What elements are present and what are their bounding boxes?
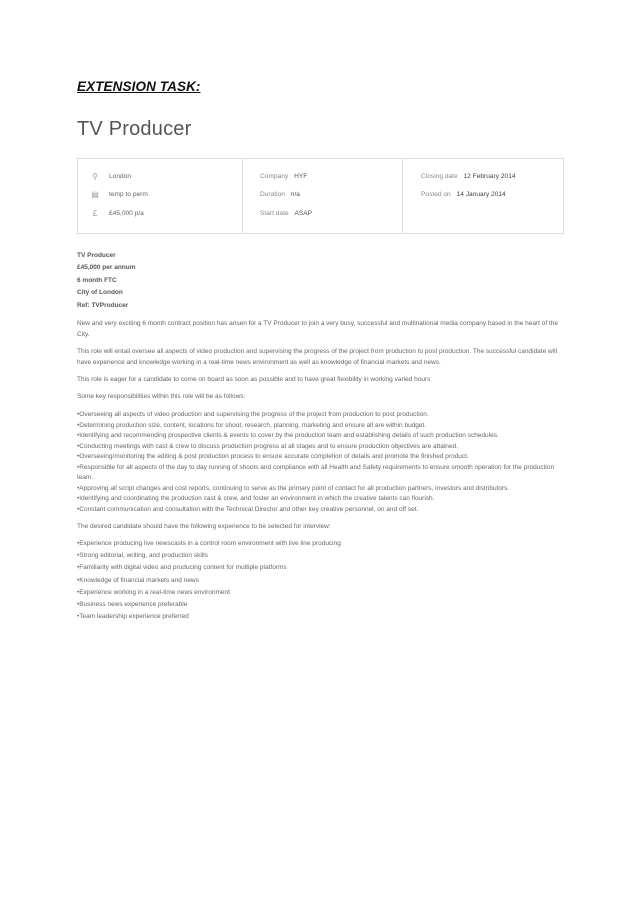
detail-line: TV Producer bbox=[77, 252, 116, 259]
list-item: •Strong editorial, writing, and production skills bbox=[77, 552, 208, 560]
eager-paragraph: This role is eager for a candidate to come on board as soon as possible and to have great flexibility in working varied hours bbox=[77, 376, 431, 384]
list-item: •Responsible for all aspects of the day to day running of shoots and compliance with all Health and Safety requirements to ensure smooth operation for the production team. bbox=[77, 463, 555, 482]
job-description bbox=[77, 250, 567, 623]
list-item: •Familiarity with digital video and producing content for multiple platforms bbox=[77, 564, 287, 572]
start-date-value: ASAP bbox=[294, 210, 313, 217]
detail-line: £45,000 per annum bbox=[77, 264, 136, 272]
list-item: •Constant communication and consultation with the Technical Director and other key creative personnel, on and off set. bbox=[77, 505, 419, 513]
responsibilities-list bbox=[77, 410, 567, 515]
list-item: •Knowledge of financial markets and news bbox=[77, 576, 199, 584]
closing-date-label: Closing date bbox=[421, 173, 458, 180]
pound-icon: £ bbox=[92, 209, 98, 218]
list-item: •Determining production size, content, locations for shoot, research, planning, marketing and ensure all are within budget. bbox=[77, 421, 427, 429]
duration-label: Duration bbox=[260, 191, 285, 198]
location-value: London bbox=[109, 173, 132, 180]
posted-on-value: 14 January 2014 bbox=[456, 191, 506, 198]
list-item: •Overseeing/monitoring the editing & post production process to ensure accurate completion of details and promote the finished product. bbox=[77, 453, 469, 461]
summary-column-company bbox=[242, 159, 403, 233]
summary-column-dates bbox=[402, 159, 563, 233]
summary-column-location bbox=[78, 159, 242, 233]
detail-line: 6 month FTC bbox=[77, 276, 117, 284]
intro-paragraph: New and very exciting 6 month contract position has arisen for a TV Producer to join a very busy, successful and multinational media company based in the heart of the City. bbox=[77, 320, 559, 339]
closing-date-value: 12 February 2014 bbox=[463, 173, 516, 180]
briefcase-icon: ▤ bbox=[91, 190, 99, 199]
company-label: Company bbox=[260, 173, 289, 180]
requirements-list bbox=[77, 538, 567, 623]
detail-line: City of London bbox=[77, 289, 123, 297]
posted-on-label: Posted on bbox=[421, 191, 451, 198]
extension-task-heading: EXTENSION TASK: bbox=[77, 79, 201, 94]
contract-value: temp to perm bbox=[109, 191, 148, 198]
desired-candidate-intro: The desired candidate should have the following experience to be selected for interview: bbox=[77, 523, 331, 531]
job-details-block bbox=[77, 250, 567, 312]
list-item: •Identifying and coordinating the production cast & crew, and foster an environment in which the creative talents can flourish. bbox=[77, 495, 435, 503]
list-item: •Team leadership experience preferred bbox=[77, 613, 189, 621]
duration-value: n/a bbox=[290, 191, 300, 198]
start-date-label: Start date bbox=[260, 210, 289, 217]
list-item: •Conducting meetings with cast & crew to discuss production progress at all stages and to ensure production objectives are attained. bbox=[77, 442, 458, 450]
location-pin-icon: ⚲ bbox=[92, 172, 98, 181]
company-value: HYF bbox=[294, 173, 308, 180]
detail-line: Ref: TVProducer bbox=[77, 301, 129, 309]
job-title: TV Producer bbox=[77, 118, 192, 140]
list-item: •Identifying and recommending prospective clients & events to cover by the production team and establishing details of such production schedules. bbox=[77, 432, 499, 440]
list-item: •Experience working in a real-time news environment bbox=[77, 588, 230, 596]
list-item: •Business news experience preferable bbox=[77, 601, 188, 609]
list-item: •Approving all script changes and cost reports, continuing to serve as the primary point of contact for all production partners, investors and distributors. bbox=[77, 484, 510, 492]
key-responsibilities-intro: Some key responsibilities within this role will be as follows: bbox=[77, 393, 246, 401]
role-paragraph: This role will entail oversee all aspects of video production and supervising the progress of the project from production to post production. The successful candidate will have experience and knowledge working in a real-time news environment as well as knowledge of financial markets and news. bbox=[77, 348, 558, 367]
list-item: •Overseeing all aspects of video production and supervising the progress of the project from production to post production. bbox=[77, 411, 429, 419]
list-item: •Experience producing live newscasts in a control room environment with live line producing bbox=[77, 540, 341, 548]
job-summary-box bbox=[77, 158, 564, 234]
salary-value: £45,000 p/a bbox=[109, 210, 144, 217]
